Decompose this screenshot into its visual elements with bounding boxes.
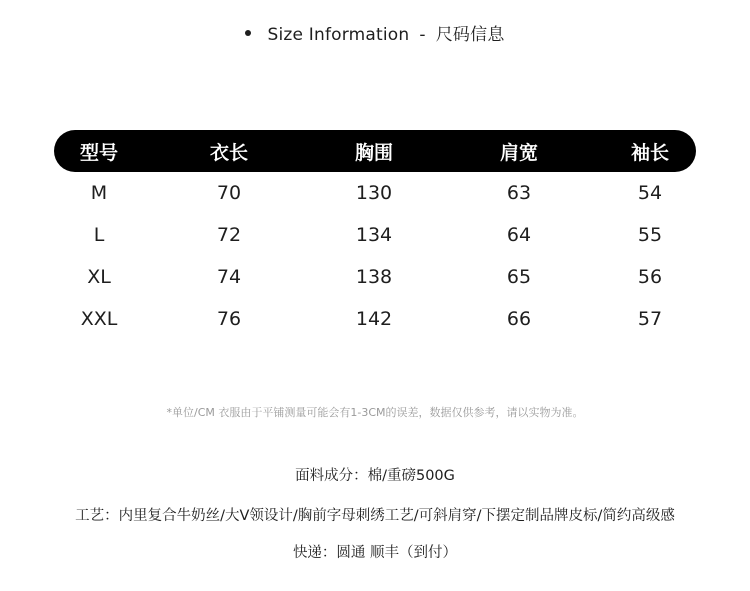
title-cn: 尺码信息 xyxy=(435,25,505,45)
table-header xyxy=(54,130,696,172)
title-separator: - xyxy=(419,25,426,45)
craft-info: 工艺：内里复合牛奶丝/大V领设计/胸前字母刺绣工艺/可斜肩穿/下摆定制品牌皮标/简约高级感 xyxy=(75,508,675,524)
cell-sleeve: 56 xyxy=(637,266,663,288)
header-length: 衣长 xyxy=(209,141,248,164)
cell-sleeve: 55 xyxy=(637,224,663,246)
cell-model: L xyxy=(93,224,105,246)
cell-shoulder: 65 xyxy=(506,266,532,288)
cell-length: 76 xyxy=(216,308,242,330)
cell-shoulder: 64 xyxy=(506,224,532,246)
header-chest: 胸围 xyxy=(354,141,393,164)
table-row xyxy=(54,256,696,298)
size-table xyxy=(54,130,696,340)
bullet-dot-icon xyxy=(245,30,251,36)
table-row xyxy=(54,214,696,256)
cell-chest: 130 xyxy=(355,182,393,204)
cell-model: XL xyxy=(87,266,111,288)
cell-sleeve: 57 xyxy=(637,308,663,330)
header-model: 型号 xyxy=(79,141,118,164)
table-row xyxy=(54,298,696,340)
header-sleeve: 袖长 xyxy=(630,141,669,164)
cell-length: 70 xyxy=(216,182,242,204)
cell-model: XXL xyxy=(80,308,118,330)
cell-chest: 138 xyxy=(355,266,393,288)
cell-length: 74 xyxy=(216,266,242,288)
header-shoulder: 肩宽 xyxy=(499,141,538,164)
cell-sleeve: 54 xyxy=(637,182,663,204)
cell-shoulder: 63 xyxy=(506,182,532,204)
cell-chest: 134 xyxy=(355,224,393,246)
section-title xyxy=(0,20,750,45)
measurement-note: *单位/CM 衣服由于平铺测量可能会有1-3CM的误差，数据仅供参考，请以实物为准。 xyxy=(166,406,584,419)
cell-shoulder: 66 xyxy=(506,308,532,330)
cell-length: 72 xyxy=(216,224,242,246)
cell-model: M xyxy=(90,182,108,204)
table-row xyxy=(54,172,696,214)
fabric-info: 面料成分：棉/重磅500G xyxy=(295,468,455,484)
cell-chest: 142 xyxy=(355,308,393,330)
title-en: Size Information xyxy=(267,25,410,45)
shipping-info: 快递：圆通 顺丰（到付） xyxy=(292,545,458,561)
